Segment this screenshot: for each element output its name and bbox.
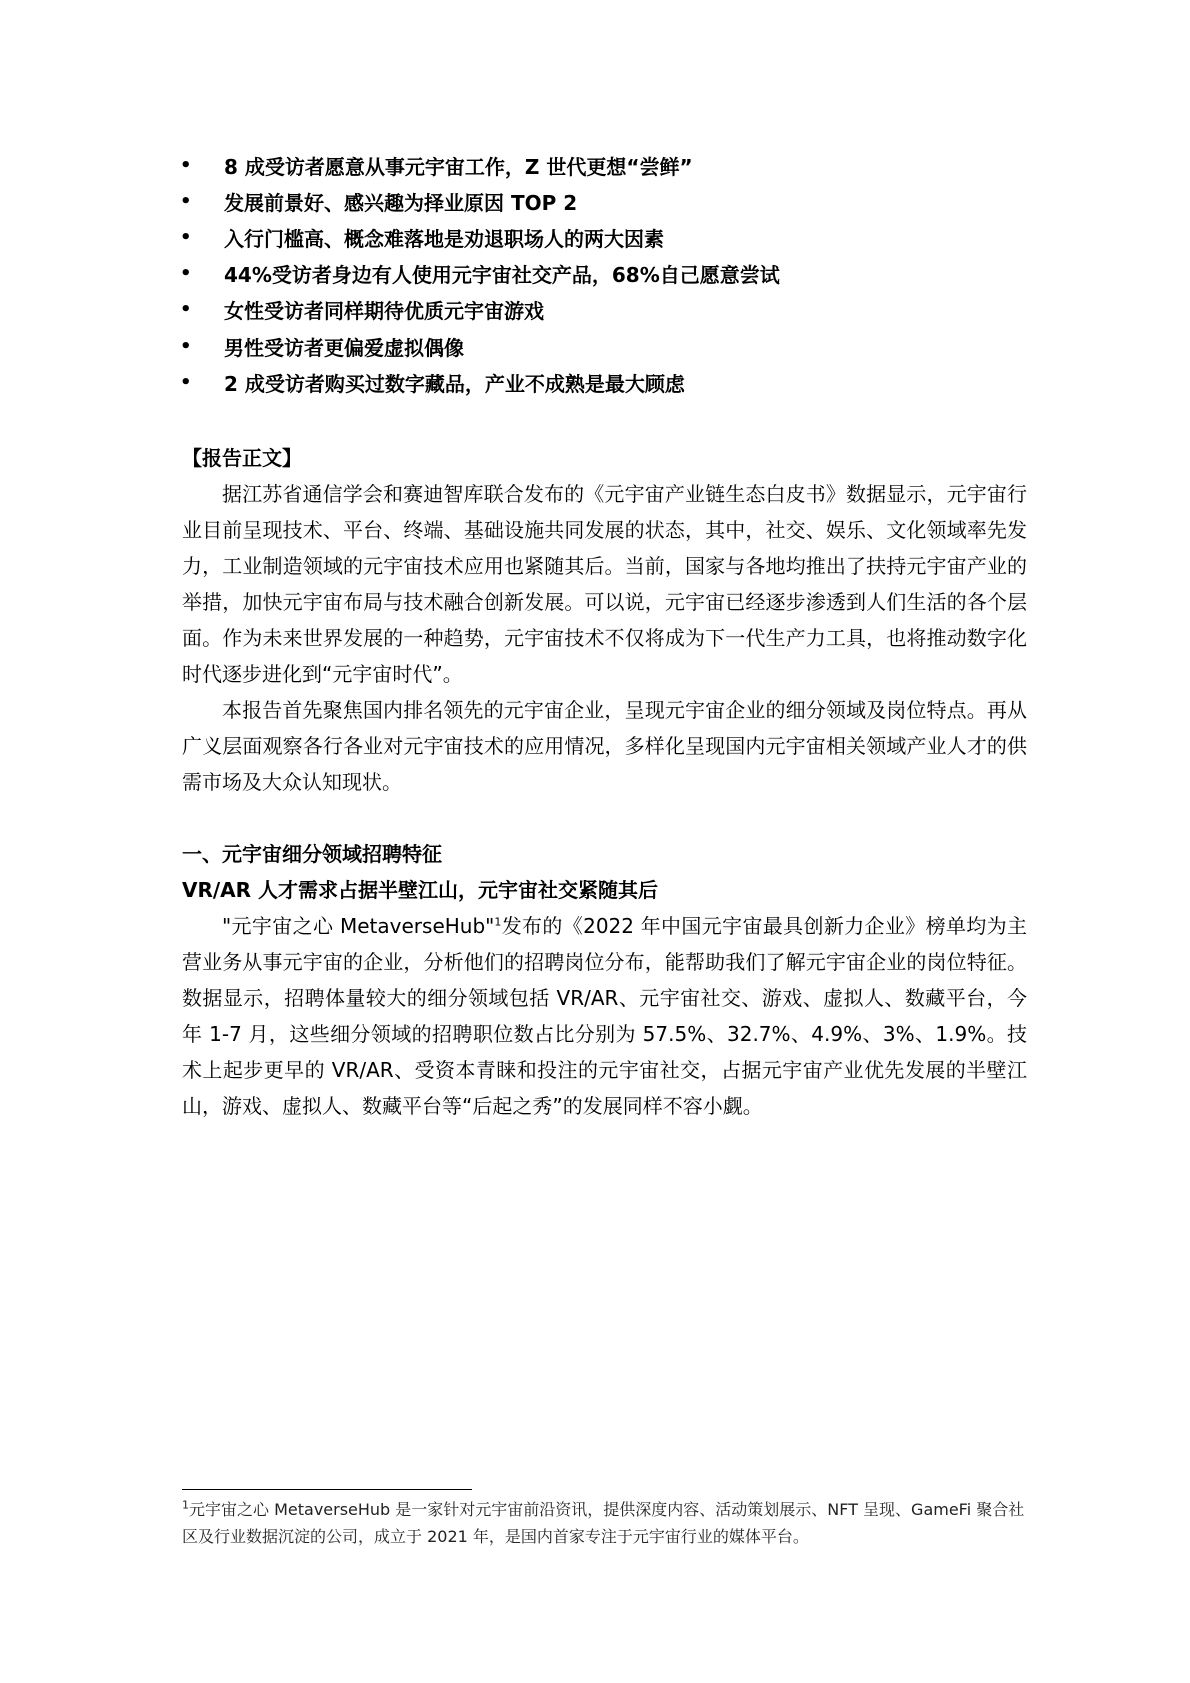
bullet-text: 男性受访者更偏爱虚拟偶像 [224,335,464,360]
section-one [182,836,1027,1124]
section-heading: 一、元宇宙细分领域招聘特征 [182,842,442,866]
bullet-dot-icon: • [180,371,192,393]
bullet-text: 入行门槛高、概念难落地是劝退职场人的两大因素 [224,226,664,251]
footnote-text: 元宇宙之心 MetaverseHub 是一家针对元宇宙前沿资讯，提供深度内容、活动策划展示、NFT 呈现、GameFi 聚合社区及行业数据沉淀的公司，成立于 2021 年，是国内首家专注于元宇宙行业的媒体平台。 [182,1500,1025,1546]
bullet-dot-icon: • [180,154,192,176]
bullet-dot-icon: • [180,263,192,285]
bullet-dot-icon: • [180,335,192,357]
section-subheading: VR/AR 人才需求占据半壁江山，元宇宙社交紧随其后 [182,878,659,902]
bullet-text: 2 成受访者购买过数字藏品，产业不成熟是最大顾虑 [224,371,685,396]
bullet-item [180,183,1040,219]
footnote-mark: 1 [182,1498,189,1512]
footnote-divider [182,1489,472,1490]
section-paragraph [182,908,1027,1124]
footnote-reference[interactable]: 1 [494,915,502,929]
bullet-item [180,219,1040,255]
report-paragraph-2: 本报告首先聚焦国内排名领先的元宇宙企业，呈现元宇宙企业的细分领域及岗位特点。再从广义层面观察各行各业对元宇宙技术的应用情况，多样化呈现国内元宇宙相关领域产业人才的供需市场及大众认知现状。 [182,698,1027,794]
summary-bullet-list [180,147,1040,400]
bullet-item [180,292,1040,328]
report-paragraph-1: 据江苏省通信学会和赛迪智库联合发布的《元宇宙产业链生态白皮书》数据显示，元宇宙行业目前呈现技术、平台、终端、基础设施共同发展的状态，其中，社交、娱乐、文化领域率先发力，工业制造领域的元宇宙技术应用也紧随其后。当前，国家与各地均推出了扶持元宇宙产业的举措，加快元宇宙布局与技术融合创新发展。可以说，元宇宙已经逐步渗透到人们生活的各个层面。作为未来世界发展的一种趋势，元宇宙技术不仅将成为下一代生产力工具，也将推动数字化时代逐步进化到“元宇宙时代”。 [182,482,1027,686]
bullet-item [180,328,1040,364]
bullet-dot-icon: • [180,299,192,321]
report-heading: 【报告正文】 [182,446,302,470]
bullet-dot-icon: • [180,226,192,248]
paragraph-lead: "元宇宙之心 MetaverseHub" [222,914,495,938]
report-body-section [182,440,1027,800]
bullet-item [180,364,1040,400]
bullet-text: 女性受访者同样期待优质元宇宙游戏 [224,299,544,324]
footnote [182,1496,1027,1550]
bullet-text: 44%受访者身边有人使用元宇宙社交产品，68%自己愿意尝试 [224,263,780,288]
bullet-text: 发展前景好、感兴趣为择业原因 TOP 2 [224,190,578,215]
bullet-dot-icon: • [180,190,192,212]
paragraph-rest: 发布的《2022 年中国元宇宙最具创新力企业》榜单均为主营业务从事元宇宙的企业，分析他们的招聘岗位分布，能帮助我们了解元宇宙企业的岗位特征。数据显示，招聘体量较大的细分领域包括 VR/AR、元宇宙社交、游戏、虚拟人、数藏平台，今年 1-7 月，这些细分领域的招聘职位数占比分别为 57.5%、32.7%、4.9%、3%、1.9%。技术上起步更早的 VR/AR、受资本青睐和投注的元宇宙社交，占据元宇宙产业优先发展的半壁江山，游戏、虚拟人、数藏平台等“后起之秀”的发展同样不容小觑。 [182,914,1027,1118]
bullet-item [180,147,1040,183]
bullet-item [180,256,1040,292]
bullet-text: 8 成受访者愿意从事元宇宙工作，Z 世代更想“尝鲜” [224,154,693,179]
